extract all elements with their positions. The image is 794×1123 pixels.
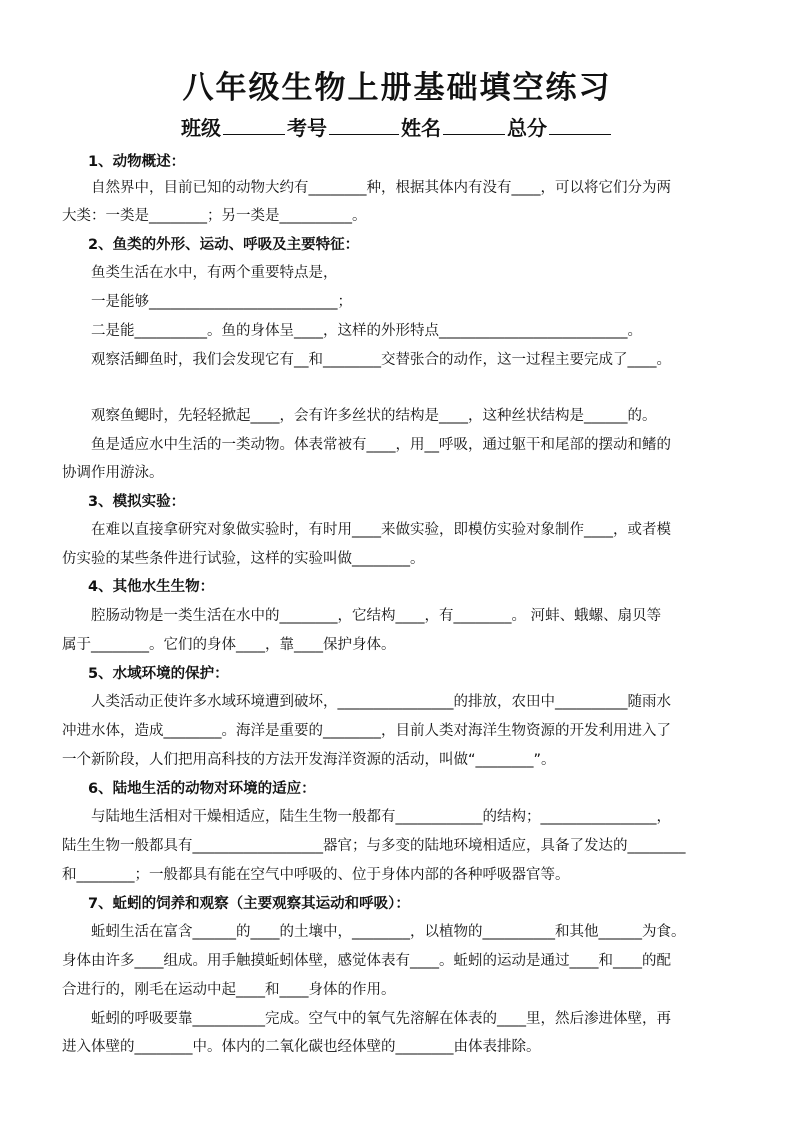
exam-no-label: 考号 — [287, 116, 327, 140]
text-line: 进入体壁的________中。体内的二氧化碳也经体壁的________由体表排除。 — [62, 1039, 541, 1055]
text-line: 鱼类生活在水中，有两个重要特点是， — [91, 265, 338, 281]
text-line: 蚯蚓的呼吸要靠__________完成。空气中的氧气先溶解在体表的____里，然后渗进体壁，再 — [91, 1011, 671, 1027]
text-line: 和________；一般都具有能在空气中呼吸的、位于身体内部的各种呼吸器官等。 — [62, 867, 570, 883]
text-line: 冲进水体，造成________。海洋是重要的________，目前人类对海洋生物资源的开发利用进入了 — [62, 723, 671, 739]
section-heading-4: 4、其他水生生物： — [88, 579, 215, 595]
text-line: 仿实验的某些条件进行试验，这样的实验叫做________。 — [62, 551, 425, 567]
text-line: 在难以直接拿研究对象做实验时，有时用____来做实验，即模仿实验对象制作____，或者模 — [91, 522, 671, 538]
section-heading-6: 6、陆地生活的动物对环境的适应： — [88, 781, 316, 797]
score-blank[interactable] — [549, 116, 611, 135]
text-line: 与陆地生活相对干燥相适应，陆生生物一般都有____________的结构；________________， — [91, 809, 671, 825]
text-line: 二是能__________。鱼的身体呈____，这样的外形特点__________________________。 — [91, 323, 642, 339]
name-blank[interactable] — [443, 116, 505, 135]
section-heading-7: 7、蚯蚓的饲养和观察（主要观察其运动和呼吸）： — [88, 896, 410, 912]
text-line: 属于________。它们的身体____，靠____保护身体。 — [62, 637, 396, 653]
page-title: 八年级生物上册基础填空练习 — [182, 70, 612, 106]
exam-no-blank[interactable] — [329, 116, 399, 135]
class-label: 班级 — [181, 116, 221, 140]
text-line: 陆生生物一般都具有__________________器官；与多变的陆地环境相适应，具备了发达的________ — [62, 838, 686, 854]
text-line: 身体由许多____组成。用手触摸蚯蚓体壁，感觉体表有____。蚯蚓的运动是通过____和____的配 — [62, 953, 671, 969]
class-blank[interactable] — [223, 116, 285, 135]
section-heading-1: 1、动物概述： — [88, 154, 186, 170]
text-line: 合进行的，刚毛在运动中起____和____身体的作用。 — [62, 982, 396, 998]
section-heading-2: 2、鱼类的外形、运动、呼吸及主要特征： — [88, 237, 360, 253]
section-heading-3: 3、模拟实验： — [88, 494, 186, 510]
student-info-row — [0, 112, 794, 141]
text-line: 人类活动正使许多水域环境遭到破坏，________________的排放，农田中__________随雨水 — [91, 694, 671, 710]
text-line: 观察鱼鳃时，先轻轻掀起____，会有许多丝状的结构是____，这种丝状结构是______的。 — [91, 408, 657, 424]
text-line: 一个新阶段，人们把用高科技的方法开发海洋资源的活动，叫做“________”。 — [62, 752, 556, 768]
text-line: 蚯蚓生活在富含______的____的土壤中，________，以植物的__________和其他______为食。 — [91, 924, 686, 940]
text-line: 鱼是适应水中生活的一类动物。体表常被有____，用__呼吸，通过躯干和尾部的摆动和鳍的 — [91, 437, 671, 453]
text-line: 一是能够__________________________； — [91, 294, 352, 310]
text-line: 观察活鲫鱼时，我们会发现它有__和________交替张合的动作，这一过程主要完成了____。 — [91, 352, 671, 368]
name-label: 姓名 — [401, 116, 441, 140]
text-line: 大类：一类是________；另一类是__________。 — [62, 208, 367, 224]
text-line: 腔肠动物是一类生活在水中的________，它结构____，有________。 河蚌、蛾螺、扇贝等 — [91, 608, 662, 624]
text-line: 自然界中，目前已知的动物大约有________种，根据其体内有没有____，可以将它们分为两 — [91, 180, 671, 196]
section-heading-5: 5、水域环境的保护： — [88, 666, 229, 682]
text-line: 协调作用游泳。 — [62, 465, 164, 481]
score-label: 总分 — [507, 116, 547, 140]
